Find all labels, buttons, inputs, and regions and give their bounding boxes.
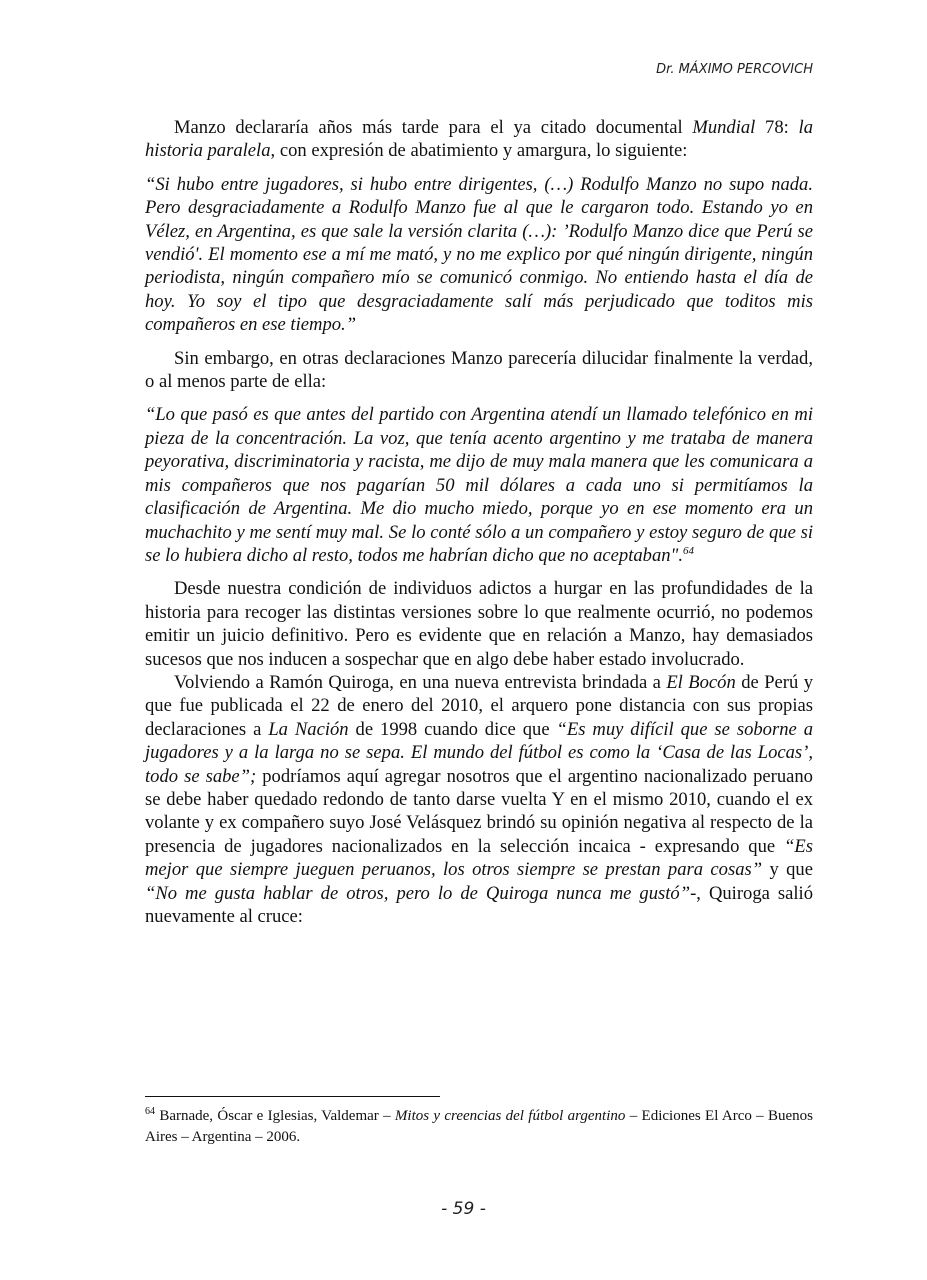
text-run: Manzo declararía años más tarde para el ya citado documental: [174, 117, 693, 138]
quote-2: [145, 403, 813, 567]
body-text: [145, 116, 813, 928]
paragraph-2: Sin embargo, en otras declaraciones Manzo parecería dilucidar finalmente la verdad, o al menos parte de ella:: [145, 347, 813, 393]
footnote-text: – Ediciones El Arco – Buenos Aires – Argentina – 2006.: [145, 1108, 814, 1145]
italic-quote: “Es muy difícil que se soborne a jugadores y a la larga no se sepa. El mundo del fútbol es como la ‘Casa de las Locas’, todo se sabe”;: [145, 718, 814, 787]
footnote: [145, 1106, 813, 1148]
italic-title: La Nación: [268, 718, 349, 740]
text-run: 78:: [755, 117, 799, 138]
footnote-separator: [145, 1096, 440, 1097]
text-run: -, Quiroga salió nuevamente al cruce:: [145, 882, 814, 927]
italic-title: El Bocón: [666, 671, 736, 693]
text-run: , con expresión de abatimiento y amargura, lo siguiente:: [270, 140, 688, 162]
quote-1: “Si hubo entre jugadores, si hubo entre dirigentes, (…) Rodulfo Manzo no supo nada. Pero desgraciadamente a Rodulfo Manzo fue al que le cargaron todo. Estando yo en Vélez, en Argentina, es que sale la versión clarita (…): ’Rodulfo Manzo dice que Perú se vendió'. El momento ese a mí me mató, y no me explico por qué ningún dirigente, ningún periodista, ningún compañero mío se comunicó conmigo. No entiendo hasta el día de hoy. Yo soy el tipo que desgraciadamente salí más perjudicado que toditos mis compañeros en ese tiempo.”: [145, 173, 813, 336]
footnote-book-title: Mitos y creencias del fútbol argentino: [394, 1108, 626, 1124]
quote-text: “Lo que pasó es que antes del partido con Argentina atendí un llamado telefónico en mi pieza de la concentración. La voz, que tenía acento argentino y me trataba de manera peyorativa, discriminatoria y racista, me dijo de muy mala manera que les comunicara a mis compañeros que nos pagarían 50 mil dólares a cada uno si permitíamos la clasificación de Argentina. Me dio mucho miedo, porque yo en ese momento era un muchachito y me sentí muy mal. Se lo conté sólo a un compañero y estoy seguro de que si se lo hubiera dicho al resto, todos me habrían dicho que no aceptaban".: [145, 404, 813, 566]
text-run: de Perú y que fue publicada el 22 de enero del 2010, el arquero pone distancia con sus propias declaraciones a: [145, 671, 813, 740]
paragraph-1: [145, 116, 813, 163]
text-run: Volviendo a Ramón Quiroga, en una nueva entrevista brindada a: [174, 671, 667, 693]
running-header: Dr. MÁXIMO PERCOVICH: [656, 62, 813, 77]
footnote-number: 64: [145, 1106, 155, 1117]
italic-title: Mundial: [692, 117, 756, 138]
page-number: - 59 -: [441, 1199, 486, 1219]
italic-quote: “Es mejor que siempre jueguen peruanos, los otros siempre se prestan para cosas”: [145, 835, 813, 881]
text-run: podríamos aquí agregar nosotros que el argentino nacionalizado peruano se debe haber quedado redondo de tanto darse vuelta Y en el mismo 2010, cuando el ex volante y ex compañero suyo José Velásquez brindó su opinión negativa al respecto de la presencia de jugadores nacionalizados en la selección incaica - expresando que: [145, 765, 813, 857]
footnote-text: Barnade, Óscar e Iglesias, Valdemar –: [155, 1108, 395, 1124]
paragraph-3: Desde nuestra condición de individuos adictos a hurgar en las profundidades de la historia para recoger las distintas versiones sobre lo que realmente ocurrió, no podemos emitir un juicio definitivo. Pero es evidente que en relación a Manzo, hay demasiados sucesos que nos inducen a sospechar que en algo debe haber estado involucrado.: [145, 578, 813, 670]
text-run: de 1998 cuando dice que: [348, 718, 557, 740]
footnote-ref: 64: [683, 544, 695, 557]
italic-title: la historia paralela: [145, 117, 813, 162]
text-run: y que: [762, 859, 813, 881]
italic-quote: “No me gusta hablar de otros, pero lo de Quiroga nunca me gustó”: [145, 882, 691, 904]
paragraph-4: [145, 671, 813, 928]
